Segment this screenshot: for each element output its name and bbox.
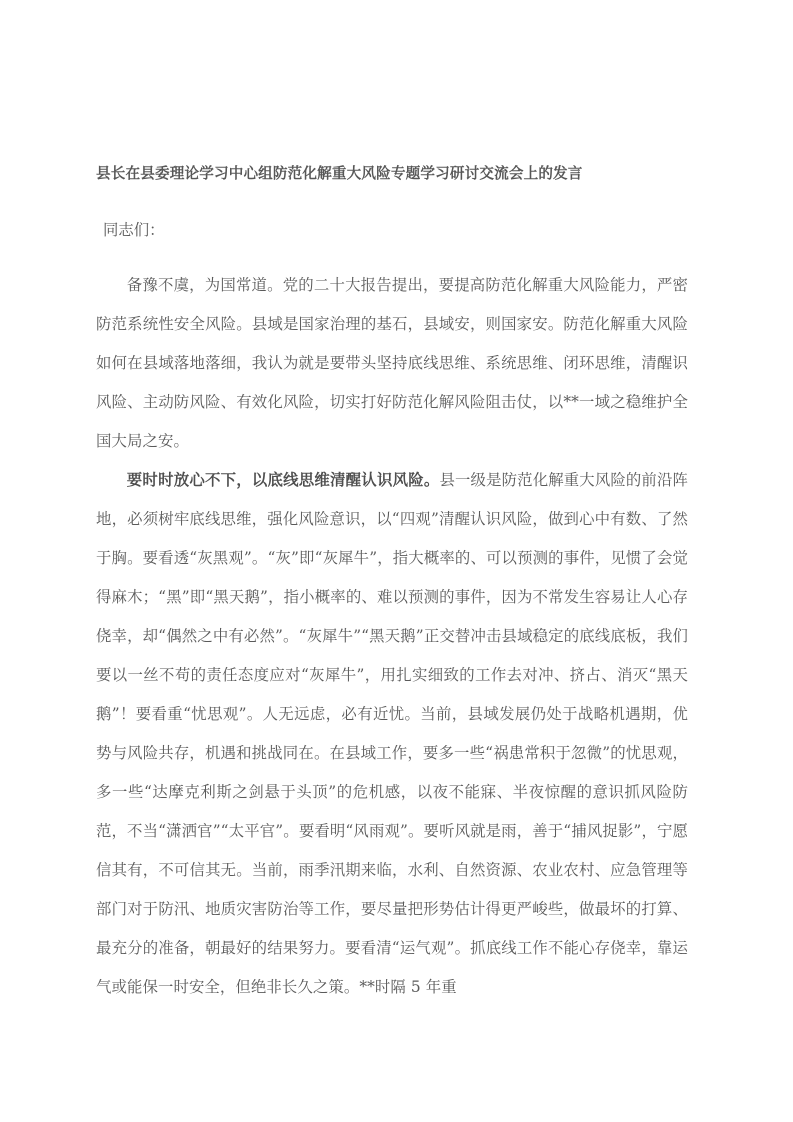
- paragraph-1: 备豫不虞，为国常道。党的二十大报告提出，要提高防范化解重大风险能力，严密防范系统性安全风险。县域是国家治理的基石，县域安，则国家安。防范化解重大风险如何在县域落地落细，我认为就是要带头坚持底线思维、系统思维、闭环思维，清醒识风险、主动防风险、有效化风险，切实打好防范化解风险阻击仗，以**一域之稳维护全国大局之安。: [96, 276, 688, 450]
- document-content: [96, 163, 688, 1007]
- page-title: 县长在县委理论学习中心组防范化解重大风险专题学习研讨交流会上的发言: [96, 165, 583, 182]
- paragraph-2-lead: 要时时放心不下，以底线思维清醒认识风险。: [126, 471, 440, 489]
- paragraph-2: [96, 461, 688, 1007]
- salutation: 同志们：: [103, 221, 165, 239]
- paragraph-2-body: 县一级是防范化解重大风险的前沿阵地，必须树牢底线思维，强化风险意识，以“四观”清醒认识风险，做到心中有数、了然于胸。要看透“灰黑观”。“灰”即“灰犀牛”，指大概率的、可以预测的事件，见惯了会觉得麻木；“黑”即“黑天鹅”，指小概率的、难以预测的事件，因为不常发生容易让人心存侥幸，却“偶然之中有必然”。“灰犀牛”“黑天鹅”正交替冲击县域稳定的底线底板，我们要以一丝不苟的责任态度应对“灰犀牛”，用扎实细致的工作去对冲、挤占、消灭“黑天鹅”！要看重“忧思观”。人无远虑，必有近忧。当前，县域发展仍处于战略机遇期，优势与风险共存，机遇和挑战同在。在县域工作，要多一些“祸患常积于忽微”的忧思观，多一些“达摩克利斯之剑悬于头顶”的危机感，以夜不能寐、半夜惊醒的意识抓风险防范，不当“潇洒官”“太平官”。要看明“风雨观”。要听风就是雨，善于“捕风捉影”，宁愿信其有，不可信其无。当前，雨季汛期来临，水利、自然资源、农业农村、应急管理等部门对于防汛、地质灾害防治等工作，要尽量把形势估计得更严峻些，做最坏的打算、最充分的准备，朝最好的结果努力。要看清“运气观”。抓底线工作不能心存侥幸，靠运气或能保一时安全，但绝非长久之策。**时隔 5 年重: [96, 471, 688, 996]
